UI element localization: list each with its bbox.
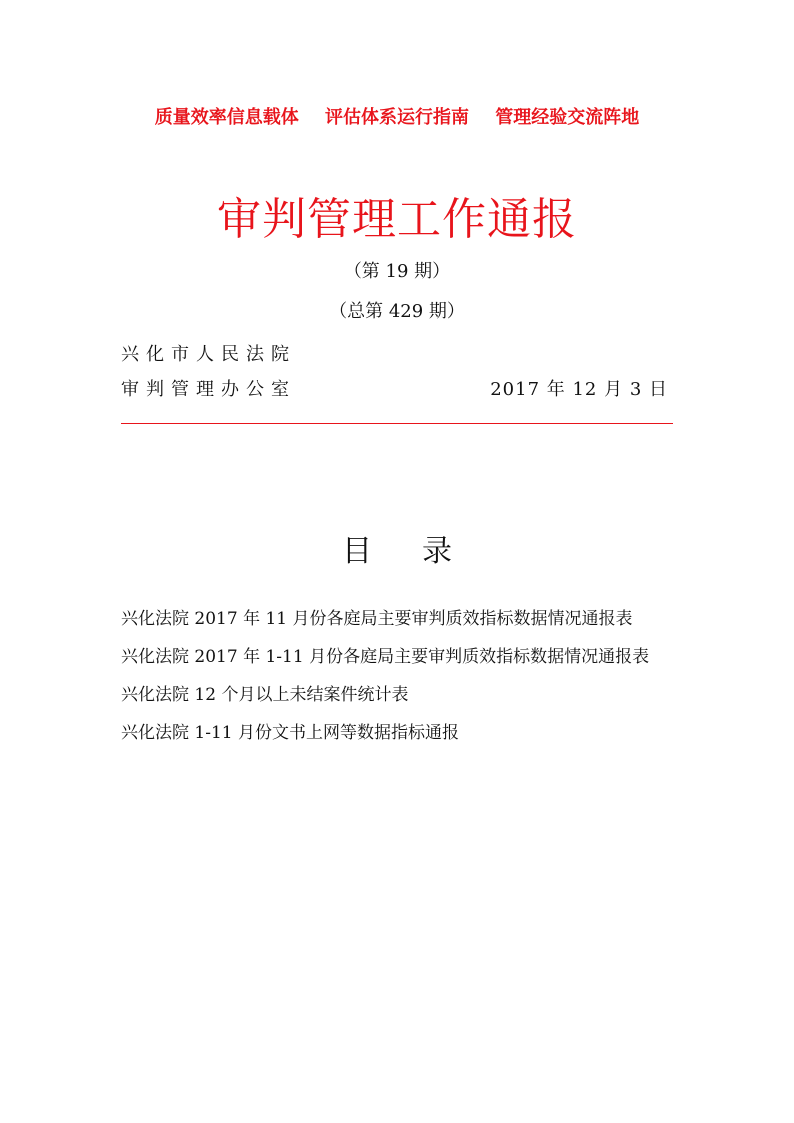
- slogan-experience: 管理经验交流阵地: [495, 107, 640, 128]
- issue-number: （第 19 期）: [343, 261, 451, 282]
- slogan-evaluation: 评估体系运行指南: [325, 107, 469, 128]
- issuing-organization: 兴化市人民法院: [121, 344, 296, 365]
- toc-list: [121, 606, 681, 758]
- toc-item[interactable]: 兴化法院 1-11 月份文书上网等数据指标通报: [121, 723, 459, 743]
- issuing-department: 审判管理办公室: [121, 379, 296, 400]
- header-divider: [121, 423, 673, 424]
- toc-item[interactable]: 兴化法院 12 个月以上未结案件统计表: [121, 685, 409, 705]
- bulletin-title: 审判管理工作通报: [217, 194, 577, 245]
- toc-title: 目录: [342, 534, 502, 569]
- slogan-quality: 质量效率信息载体: [154, 107, 299, 128]
- toc-item[interactable]: 兴化法院 2017 年 11 月份各庭局主要审判质效指标数据情况通报表: [121, 609, 633, 629]
- header-slogans: [0, 103, 794, 129]
- toc-item[interactable]: 兴化法院 2017 年 1-11 月份各庭局主要审判质效指标数据情况通报表: [121, 647, 650, 667]
- issue-date: 2017 年 12 月 3 日: [490, 379, 668, 400]
- total-issue-number: （总第 429 期）: [329, 301, 465, 322]
